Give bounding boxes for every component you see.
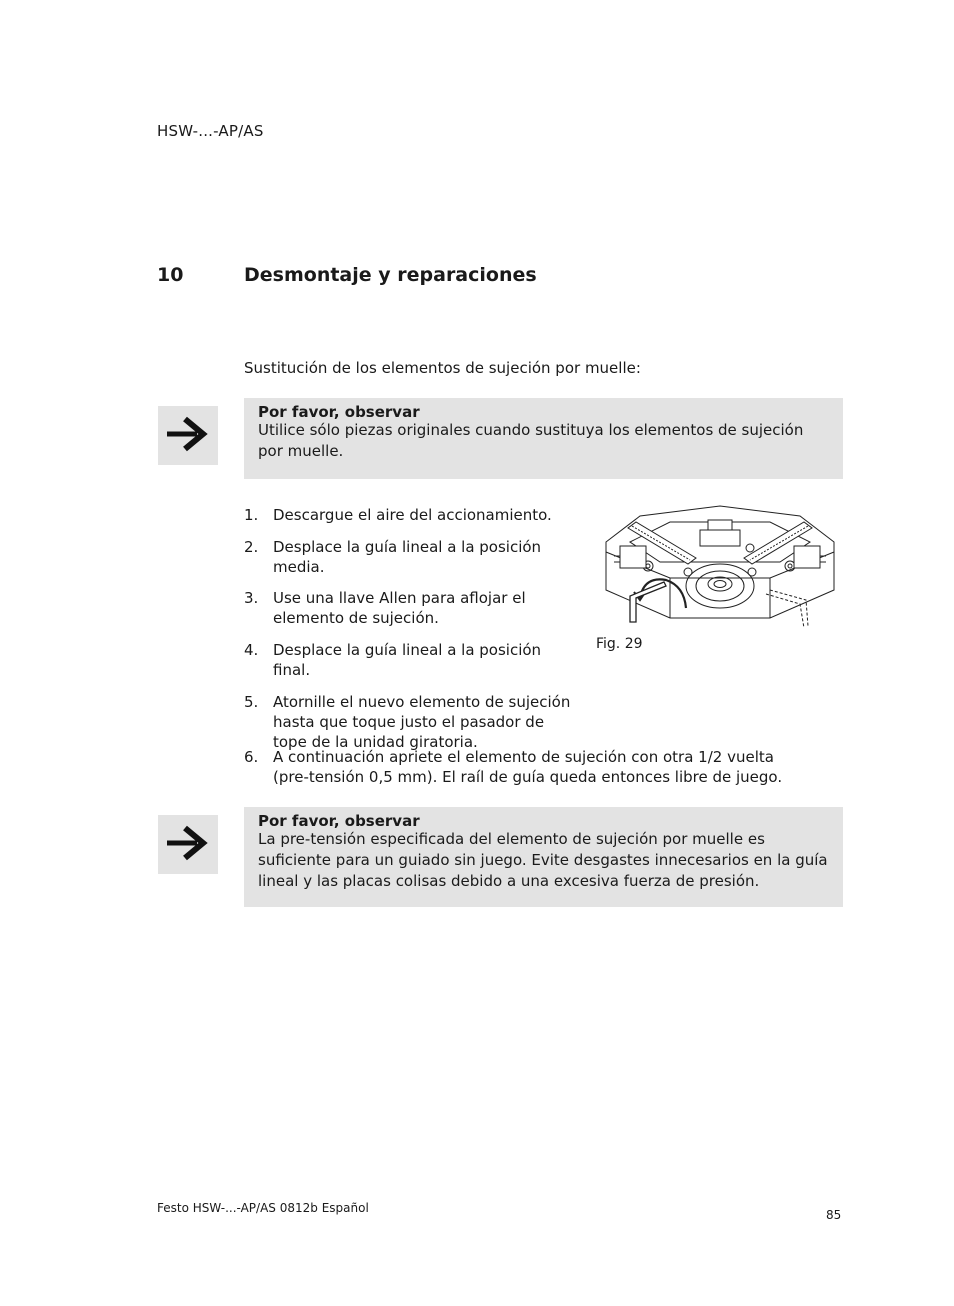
figure-caption: Fig. 29 <box>596 636 643 652</box>
steps-list <box>244 505 579 752</box>
step-text: Desplace la guía lineal a la posición media. <box>273 538 542 576</box>
step-text: A continuación apriete el elemento de sujeción con otra 1/2 vuelta (pre-tensión 0,5 mm). El raíl de guía queda entonces libre de juego. <box>273 748 783 786</box>
note-text: La pre-tensión especificada del elemento de sujeción por muelle es suficiente para un guiado sin juego. Evite desgastes innecesarios en la guía lineal y las placas colisas debido a una excesiva fuerza de presión. <box>258 830 828 890</box>
list-item <box>244 747 804 787</box>
footer-document-info: Festo HSW-...-AP/AS 0812b Español <box>157 1201 369 1215</box>
step-number: 3. <box>244 589 259 607</box>
step-text: Use una llave Allen para aflojar el elemento de sujeción. <box>273 589 526 627</box>
section-number: 10 <box>157 264 184 286</box>
step-number: 5. <box>244 693 259 711</box>
list-item <box>244 640 579 680</box>
step-number: 2. <box>244 538 259 556</box>
step-text: Atornille el nuevo elemento de sujeción hasta que toque justo el pasador de tope de la unidad giratoria. <box>273 693 571 751</box>
step-text: Desplace la guía lineal a la posición final. <box>273 641 542 679</box>
steps-list-continued <box>244 747 804 787</box>
list-item <box>244 588 579 628</box>
intro-text: Sustitución de los elementos de sujeción por muelle: <box>244 359 641 377</box>
note-text: Utilice sólo piezas originales cuando sustituya los elementos de sujeción por muelle. <box>258 421 804 460</box>
section-title: Desmontaje y reparaciones <box>244 264 537 286</box>
note-box <box>244 398 843 479</box>
note-icon-box <box>158 406 218 465</box>
note-icon-box <box>158 815 218 874</box>
note-title: Por favor, observar <box>258 403 420 421</box>
note-box <box>244 807 843 907</box>
list-item <box>244 537 579 577</box>
arrow-right-icon <box>165 415 211 457</box>
note-title: Por favor, observar <box>258 812 420 830</box>
step-number: 4. <box>244 641 259 659</box>
step-number: 6. <box>244 748 259 766</box>
document-header-code: HSW-...-AP/AS <box>157 122 264 140</box>
step-number: 1. <box>244 506 259 524</box>
figure-rotary-unit-drawing <box>600 500 840 632</box>
list-item <box>244 505 579 525</box>
list-item <box>244 692 579 752</box>
page-number: 85 <box>826 1208 842 1222</box>
arrow-right-icon <box>165 824 211 866</box>
step-text: Descargue el aire del accionamiento. <box>273 506 552 524</box>
